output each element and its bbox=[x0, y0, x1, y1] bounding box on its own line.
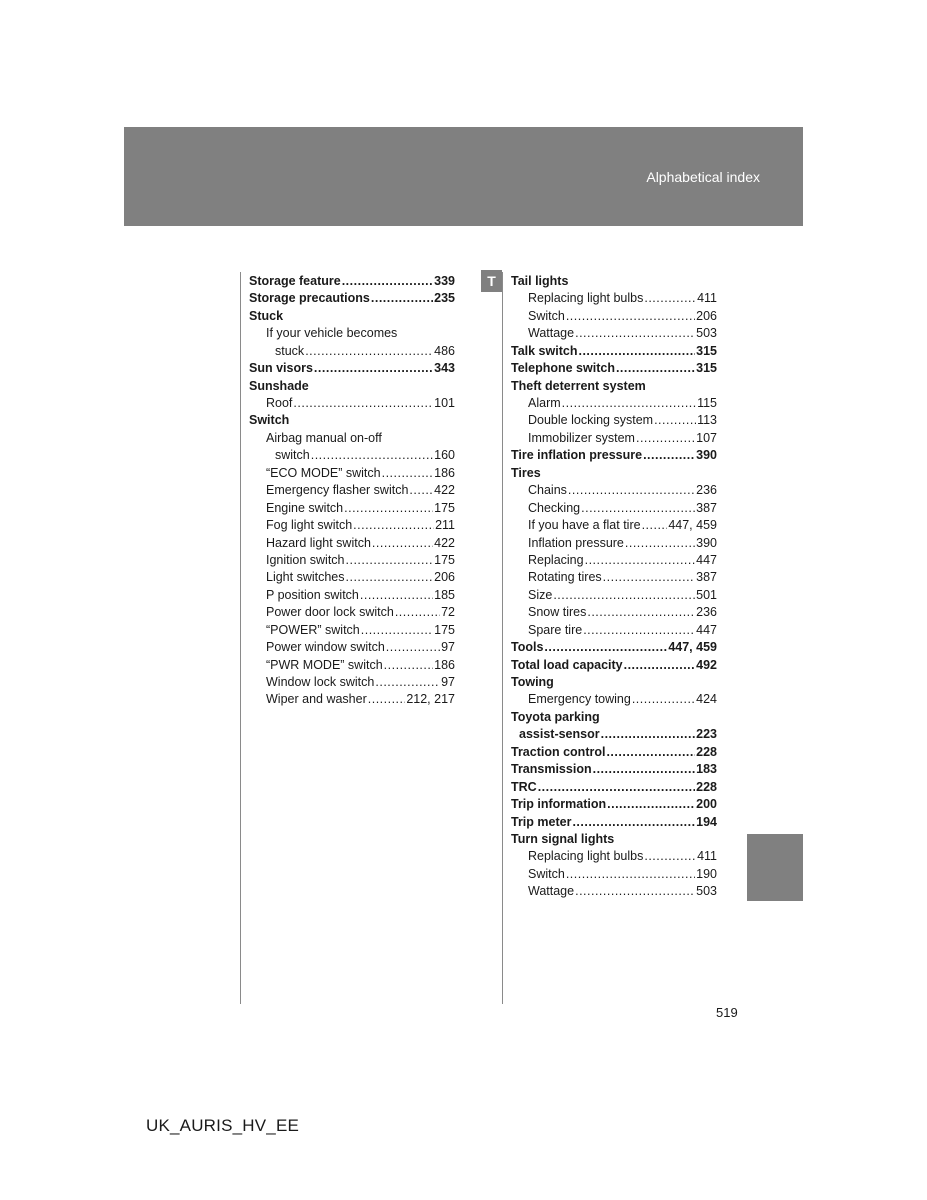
index-page-ref: 447, 459 bbox=[668, 518, 717, 533]
index-term: Checking bbox=[528, 500, 581, 515]
index-term: “POWER” switch bbox=[266, 622, 360, 637]
dot-leader bbox=[585, 552, 696, 569]
index-page-ref: 101 bbox=[434, 396, 455, 411]
dot-leader bbox=[353, 517, 434, 534]
dot-leader bbox=[368, 691, 406, 708]
dot-leader bbox=[636, 430, 695, 447]
index-entry bbox=[249, 622, 455, 639]
index-term: Replacing light bulbs bbox=[528, 291, 644, 306]
index-entry bbox=[249, 587, 455, 604]
index-entry bbox=[511, 779, 717, 796]
dot-leader bbox=[382, 465, 434, 482]
index-entry bbox=[511, 604, 717, 621]
index-entry bbox=[511, 500, 717, 517]
dot-leader bbox=[625, 535, 695, 552]
index-page-ref: 190 bbox=[696, 866, 717, 881]
index-entry bbox=[511, 761, 717, 778]
index-entry bbox=[511, 378, 717, 395]
index-page-ref: 422 bbox=[434, 483, 455, 498]
index-page-ref: 113 bbox=[697, 413, 717, 428]
dot-leader bbox=[371, 290, 433, 307]
index-term: Telephone switch bbox=[511, 361, 615, 376]
section-title: Alphabetical index bbox=[646, 169, 760, 185]
dot-leader bbox=[575, 883, 695, 900]
index-entry bbox=[249, 430, 455, 447]
index-term: Inflation pressure bbox=[528, 535, 624, 550]
index-entry bbox=[511, 796, 717, 813]
index-term: Emergency flasher switch bbox=[266, 483, 409, 498]
index-page-ref: 228 bbox=[696, 779, 717, 794]
index-page-ref: 206 bbox=[696, 308, 717, 323]
index-term: Theft deterrent system bbox=[511, 378, 646, 393]
index-entry bbox=[511, 674, 717, 691]
dot-leader bbox=[568, 482, 695, 499]
index-page-ref: 387 bbox=[696, 570, 717, 585]
index-term: Sunshade bbox=[249, 378, 309, 393]
index-term: assist-sensor bbox=[519, 727, 600, 742]
index-term: Transmission bbox=[511, 762, 592, 777]
index-entry bbox=[511, 325, 717, 342]
index-term: Airbag manual on-off bbox=[266, 430, 382, 445]
index-page-ref: 447 bbox=[696, 552, 717, 567]
index-page-ref: 492 bbox=[696, 657, 717, 672]
index-entry bbox=[511, 413, 717, 430]
index-page-ref: 447 bbox=[696, 622, 717, 637]
index-entry bbox=[511, 639, 717, 656]
index-page-ref: 503 bbox=[696, 884, 717, 899]
index-page-ref: 175 bbox=[434, 500, 455, 515]
dot-leader bbox=[386, 639, 440, 656]
index-term: Total load capacity bbox=[511, 657, 623, 672]
dot-leader bbox=[581, 500, 695, 517]
index-entry bbox=[249, 273, 455, 290]
index-entry bbox=[249, 360, 455, 377]
index-page-ref: 486 bbox=[434, 343, 455, 358]
index-entry bbox=[511, 622, 717, 639]
index-page-ref: 175 bbox=[434, 552, 455, 567]
index-page-ref: 228 bbox=[696, 744, 717, 759]
dot-leader bbox=[346, 569, 434, 586]
dot-leader bbox=[606, 744, 695, 761]
index-page-ref: 339 bbox=[434, 273, 455, 288]
index-page-ref: 236 bbox=[696, 605, 717, 620]
index-page-ref: 186 bbox=[434, 657, 455, 672]
index-entry bbox=[249, 482, 455, 499]
index-term: Hazard light switch bbox=[266, 535, 371, 550]
index-term: Window lock switch bbox=[266, 675, 375, 690]
dot-leader bbox=[409, 482, 433, 499]
index-term: Wattage bbox=[528, 326, 575, 341]
dot-leader bbox=[643, 447, 695, 464]
index-page-ref: 115 bbox=[697, 396, 717, 411]
index-term: stuck bbox=[275, 343, 305, 358]
index-entry bbox=[511, 569, 717, 586]
dot-leader bbox=[566, 866, 695, 883]
index-term: Size bbox=[528, 587, 553, 602]
index-term: Chains bbox=[528, 483, 567, 498]
index-term: Traction control bbox=[511, 744, 606, 759]
index-entry bbox=[511, 866, 717, 883]
index-term: Trip information bbox=[511, 797, 607, 812]
index-term: Emergency towing bbox=[528, 692, 631, 707]
index-term: Storage feature bbox=[249, 273, 341, 288]
index-page-ref: 185 bbox=[434, 587, 455, 602]
index-page-ref: 503 bbox=[696, 326, 717, 341]
index-term: Immobilizer system bbox=[528, 430, 635, 445]
index-entry bbox=[249, 657, 455, 674]
dot-leader bbox=[575, 325, 695, 342]
index-term: Wiper and washer bbox=[266, 692, 367, 707]
dot-leader bbox=[603, 569, 695, 586]
index-term: Storage precautions bbox=[249, 291, 370, 306]
index-entry bbox=[511, 744, 717, 761]
index-page-ref: 194 bbox=[696, 814, 717, 829]
dot-leader bbox=[342, 273, 433, 290]
index-entry bbox=[511, 482, 717, 499]
index-page-ref: 424 bbox=[696, 692, 717, 707]
index-term: Tail lights bbox=[511, 273, 569, 288]
index-term: Stuck bbox=[249, 308, 284, 323]
index-entry bbox=[511, 657, 717, 674]
index-page-ref: 223 bbox=[696, 727, 717, 742]
index-page-ref: 447, 459 bbox=[668, 640, 717, 655]
page-number: 519 bbox=[716, 1005, 738, 1020]
index-entry bbox=[511, 465, 717, 482]
dot-leader bbox=[344, 500, 433, 517]
index-page-ref: 206 bbox=[434, 570, 455, 585]
index-page-ref: 97 bbox=[441, 640, 455, 655]
index-entry bbox=[511, 517, 717, 534]
dot-leader bbox=[578, 343, 695, 360]
index-term: Turn signal lights bbox=[511, 831, 615, 846]
index-page-ref: 387 bbox=[696, 500, 717, 515]
index-page-ref: 315 bbox=[696, 361, 717, 376]
index-term: Sun visors bbox=[249, 361, 313, 376]
index-page-ref: 183 bbox=[696, 762, 717, 777]
dot-leader bbox=[538, 779, 695, 796]
index-page-ref: 211 bbox=[435, 518, 455, 533]
index-page-ref: 200 bbox=[696, 797, 717, 812]
index-term: Spare tire bbox=[528, 622, 583, 637]
dot-leader bbox=[553, 587, 695, 604]
index-term: switch bbox=[275, 448, 310, 463]
index-entry bbox=[511, 831, 717, 848]
index-entry bbox=[249, 308, 455, 325]
chapter-thumb-tab bbox=[747, 834, 803, 901]
index-entry bbox=[511, 814, 717, 831]
index-entry bbox=[511, 343, 717, 360]
dot-leader bbox=[583, 622, 695, 639]
index-entry bbox=[249, 395, 455, 412]
index-entry bbox=[249, 517, 455, 534]
index-term: Toyota parking bbox=[511, 709, 600, 724]
index-term: Talk switch bbox=[511, 343, 578, 358]
index-entry bbox=[249, 290, 455, 307]
index-page-ref: 160 bbox=[434, 448, 455, 463]
index-entry bbox=[511, 290, 717, 307]
index-page-ref: 411 bbox=[697, 849, 717, 864]
index-entry bbox=[249, 552, 455, 569]
index-page-ref: 343 bbox=[434, 361, 455, 376]
header-band bbox=[124, 127, 803, 226]
index-term: Power door lock switch bbox=[266, 605, 394, 620]
dot-leader bbox=[346, 552, 434, 569]
index-entry bbox=[249, 535, 455, 552]
index-term: Switch bbox=[528, 308, 565, 323]
index-page-ref: 175 bbox=[434, 622, 455, 637]
index-entry bbox=[511, 883, 717, 900]
dot-leader bbox=[601, 726, 696, 743]
index-page-ref: 390 bbox=[696, 535, 717, 550]
index-term: If you have a flat tire bbox=[528, 518, 641, 533]
letter-tab: T bbox=[481, 270, 502, 292]
index-term: Replacing bbox=[528, 552, 584, 567]
dot-leader bbox=[616, 360, 695, 377]
index-entry bbox=[511, 709, 717, 726]
index-column-right bbox=[511, 273, 717, 901]
dot-leader bbox=[644, 848, 696, 865]
index-entry bbox=[249, 604, 455, 621]
index-term: Rotating tires bbox=[528, 570, 602, 585]
index-page-ref: 186 bbox=[434, 465, 455, 480]
dot-leader bbox=[395, 604, 440, 621]
index-entry bbox=[249, 378, 455, 395]
index-entry bbox=[511, 308, 717, 325]
index-entry bbox=[249, 639, 455, 656]
index-entry bbox=[511, 447, 717, 464]
right-column-rule bbox=[502, 272, 503, 1004]
index-term: Trip meter bbox=[511, 814, 572, 829]
index-term: Fog light switch bbox=[266, 518, 353, 533]
index-term: If your vehicle becomes bbox=[266, 326, 398, 341]
index-term: Wattage bbox=[528, 884, 575, 899]
index-entry bbox=[249, 413, 455, 430]
index-page-ref: 235 bbox=[434, 291, 455, 306]
index-page-ref: 411 bbox=[697, 291, 717, 306]
index-entry bbox=[511, 430, 717, 447]
dot-leader bbox=[607, 796, 695, 813]
index-term: Double locking system bbox=[528, 413, 654, 428]
index-term: Tires bbox=[511, 465, 541, 480]
index-term: “ECO MODE” switch bbox=[266, 465, 381, 480]
dot-leader bbox=[654, 412, 696, 429]
index-entry bbox=[249, 500, 455, 517]
dot-leader bbox=[593, 761, 696, 778]
index-term: Ignition switch bbox=[266, 552, 345, 567]
dot-leader bbox=[305, 343, 433, 360]
index-term: Alarm bbox=[528, 396, 561, 411]
index-entry bbox=[249, 447, 455, 464]
index-term: TRC bbox=[511, 779, 537, 794]
dot-leader bbox=[314, 360, 433, 377]
dot-leader bbox=[624, 657, 696, 674]
index-term: Power window switch bbox=[266, 640, 385, 655]
dot-leader bbox=[566, 308, 695, 325]
index-term: Tools bbox=[511, 640, 544, 655]
dot-leader bbox=[384, 657, 433, 674]
index-term: Towing bbox=[511, 675, 554, 690]
left-column-rule bbox=[240, 272, 241, 1004]
document-code: UK_AURIS_HV_EE bbox=[146, 1116, 300, 1135]
index-term: Tire inflation pressure bbox=[511, 448, 643, 463]
dot-leader bbox=[372, 535, 433, 552]
index-entry bbox=[511, 587, 717, 604]
index-term: “PWR MODE” switch bbox=[266, 657, 383, 672]
dot-leader bbox=[375, 674, 440, 691]
index-term: Switch bbox=[528, 866, 565, 881]
index-page-ref: 315 bbox=[696, 343, 717, 358]
index-page-ref: 107 bbox=[696, 430, 717, 445]
index-page-ref: 422 bbox=[434, 535, 455, 550]
dot-leader bbox=[632, 691, 695, 708]
index-entry bbox=[249, 465, 455, 482]
index-entry bbox=[511, 552, 717, 569]
index-page-ref: 212, 217 bbox=[406, 692, 455, 707]
index-page-ref: 390 bbox=[696, 448, 717, 463]
dot-leader bbox=[642, 517, 668, 534]
dot-leader bbox=[293, 395, 433, 412]
index-term: Replacing light bulbs bbox=[528, 849, 644, 864]
index-entry bbox=[511, 848, 717, 865]
index-page-ref: 236 bbox=[696, 483, 717, 498]
index-term: Light switches bbox=[266, 570, 345, 585]
index-entry bbox=[249, 343, 455, 360]
index-entry bbox=[511, 273, 717, 290]
index-entry bbox=[511, 360, 717, 377]
index-page-ref: 97 bbox=[441, 675, 455, 690]
index-term: Switch bbox=[249, 413, 290, 428]
index-column-left bbox=[249, 273, 455, 709]
index-entry bbox=[249, 325, 455, 342]
index-entry bbox=[511, 726, 717, 743]
index-page-ref: 72 bbox=[441, 605, 455, 620]
index-term: Roof bbox=[266, 396, 293, 411]
dot-leader bbox=[544, 639, 667, 656]
index-entry bbox=[511, 535, 717, 552]
index-term: Engine switch bbox=[266, 500, 344, 515]
index-entry bbox=[249, 674, 455, 691]
index-term: Snow tires bbox=[528, 605, 587, 620]
dot-leader bbox=[311, 447, 433, 464]
index-entry bbox=[511, 395, 717, 412]
index-entry bbox=[249, 692, 455, 709]
dot-leader bbox=[562, 395, 696, 412]
index-term: P position switch bbox=[266, 587, 359, 602]
dot-leader bbox=[360, 587, 433, 604]
dot-leader bbox=[587, 604, 695, 621]
dot-leader bbox=[572, 814, 695, 831]
index-entry bbox=[511, 692, 717, 709]
index-entry bbox=[249, 569, 455, 586]
dot-leader bbox=[361, 622, 433, 639]
dot-leader bbox=[644, 290, 696, 307]
index-page-ref: 501 bbox=[696, 587, 717, 602]
